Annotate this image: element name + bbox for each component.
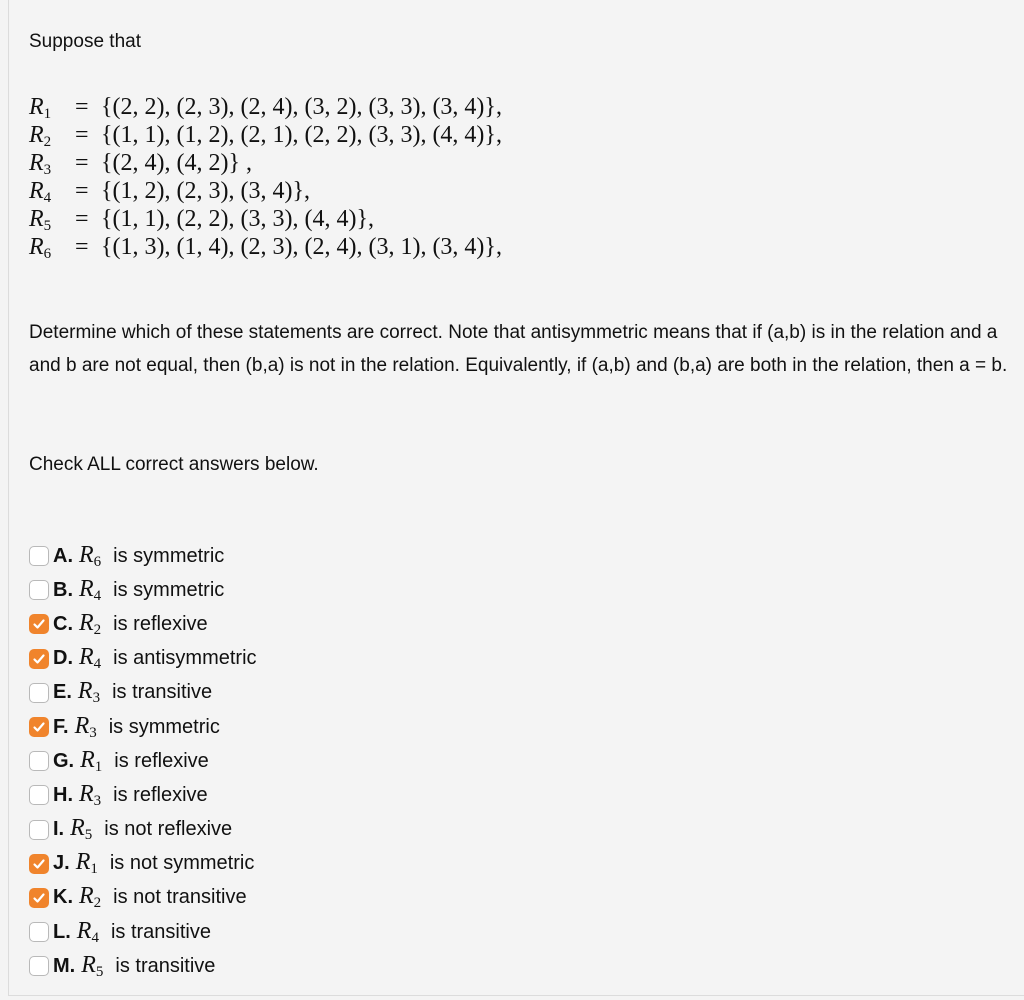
- relation-name: [29, 233, 75, 268]
- relation-subscript: 5: [95, 963, 104, 980]
- option-relation: [76, 849, 98, 878]
- relation-set: {(1, 1), (2, 2), (3, 3), (4, 4)},: [101, 206, 374, 232]
- answer-checkbox[interactable]: [29, 854, 49, 874]
- relation-symbol: R: [76, 917, 92, 944]
- answer-option[interactable]: [29, 847, 257, 881]
- option-letter: I.: [53, 818, 65, 841]
- relation-subscript: 6: [93, 553, 102, 570]
- option-relation: [79, 883, 101, 912]
- relation-set: {(2, 2), (2, 3), (2, 4), (3, 2), (3, 3), (3, 4)},: [101, 94, 502, 120]
- relation-subscript: 4: [43, 190, 52, 206]
- answer-checkbox[interactable]: [29, 649, 49, 669]
- relation-subscript: 3: [92, 690, 101, 707]
- answer-checkbox[interactable]: [29, 785, 49, 805]
- option-text: is transitive: [110, 920, 211, 943]
- answer-checkbox[interactable]: [29, 717, 49, 737]
- problem-description: Determine which of these statements are correct. Note that antisymmetric means that if (a,b) is in the relation and a and b are not equal, then (b,a) is not in the relation. Equivalently, if (a,b) and (b,a) are both in the relation, then a = b.: [29, 322, 1008, 376]
- option-letter: J.: [53, 852, 70, 875]
- option-relation: [77, 918, 99, 947]
- relation-row: [29, 205, 502, 233]
- answer-option[interactable]: [29, 642, 257, 676]
- option-letter: G.: [53, 749, 75, 772]
- option-letter: B.: [53, 578, 73, 601]
- relation-row: [29, 233, 502, 261]
- intro-text: Suppose that: [29, 31, 141, 52]
- relation-symbol: R: [29, 234, 44, 260]
- relation-set: {(1, 3), (1, 4), (2, 3), (2, 4), (3, 1), (3, 4)},: [101, 234, 502, 260]
- relation-subscript: 4: [93, 656, 102, 673]
- option-text: is reflexive: [113, 612, 208, 635]
- relation-symbol: R: [79, 575, 94, 602]
- answer-option[interactable]: [29, 915, 257, 949]
- option-text: is transitive: [112, 681, 213, 704]
- checkmark-icon: [32, 857, 46, 871]
- option-letter: M.: [53, 954, 76, 977]
- relation-subscript: 1: [90, 861, 98, 878]
- relation-symbol: R: [29, 150, 44, 176]
- checkmark-icon: [32, 720, 46, 734]
- option-relation: [79, 781, 101, 810]
- option-relation: [81, 952, 103, 981]
- relation-symbol: R: [79, 541, 94, 568]
- option-text: is antisymmetric: [113, 647, 257, 670]
- relation-subscript: 4: [91, 929, 99, 946]
- relation-symbol: R: [29, 94, 44, 120]
- option-text: is reflexive: [113, 783, 208, 806]
- relation-row: [29, 121, 502, 149]
- checkmark-icon: [32, 617, 46, 631]
- relation-subscript: 2: [43, 134, 52, 150]
- relations-list: [29, 93, 502, 261]
- question-panel: [8, 0, 1024, 996]
- option-letter: K.: [53, 886, 73, 909]
- equals-sign: =: [75, 234, 89, 260]
- option-letter: D.: [53, 647, 73, 670]
- relation-symbol: R: [70, 815, 85, 842]
- option-letter: F.: [53, 715, 69, 738]
- answer-option[interactable]: [29, 881, 257, 915]
- answer-checkbox[interactable]: [29, 751, 49, 771]
- relation-subscript: 2: [93, 895, 102, 912]
- equals-sign: =: [75, 122, 89, 148]
- answer-checkbox[interactable]: [29, 614, 49, 634]
- option-relation: [70, 815, 92, 844]
- answer-checkbox[interactable]: [29, 580, 49, 600]
- relation-row: [29, 177, 502, 205]
- relation-subscript: 4: [93, 587, 102, 604]
- option-letter: L.: [53, 920, 71, 943]
- option-letter: A.: [53, 544, 73, 567]
- relation-subscript: 6: [43, 246, 52, 262]
- option-letter: C.: [53, 612, 73, 635]
- relation-subscript: 5: [84, 827, 93, 844]
- relation-set: {(1, 1), (1, 2), (2, 1), (2, 2), (3, 3), (4, 4)},: [101, 122, 502, 148]
- answer-checkbox[interactable]: [29, 683, 49, 703]
- relation-subscript: 1: [94, 758, 103, 775]
- relation-symbol: R: [79, 609, 94, 636]
- option-relation: [75, 713, 97, 742]
- relation-subscript: 3: [43, 162, 52, 178]
- option-relation: [79, 610, 101, 639]
- equals-sign: =: [75, 150, 89, 176]
- answer-checkbox[interactable]: [29, 820, 49, 840]
- option-text: is not reflexive: [104, 818, 233, 841]
- option-text: is not transitive: [113, 886, 247, 909]
- relation-subscript: 3: [89, 724, 97, 741]
- checkmark-icon: [32, 891, 46, 905]
- option-text: is transitive: [115, 954, 216, 977]
- answer-option[interactable]: [29, 607, 257, 641]
- relation-subscript: 1: [43, 106, 52, 122]
- option-relation: [79, 644, 101, 673]
- answer-checkbox[interactable]: [29, 888, 49, 908]
- relation-symbol: R: [77, 678, 93, 705]
- answer-option[interactable]: [29, 778, 257, 812]
- option-text: is reflexive: [114, 749, 209, 772]
- answer-option[interactable]: [29, 539, 257, 573]
- relation-symbol: R: [80, 746, 95, 773]
- relation-set: {(1, 2), (2, 3), (3, 4)},: [101, 178, 310, 204]
- option-relation: [79, 576, 101, 605]
- option-text: is symmetric: [113, 578, 225, 601]
- relation-symbol: R: [81, 951, 96, 978]
- relation-subscript: 3: [93, 792, 102, 809]
- option-relation: [79, 542, 101, 571]
- relation-symbol: R: [29, 122, 44, 148]
- answer-option[interactable]: [29, 744, 257, 778]
- equals-sign: =: [75, 94, 89, 120]
- option-relation: [80, 747, 102, 776]
- relation-subscript: 2: [93, 621, 102, 638]
- answer-option[interactable]: [29, 949, 257, 983]
- relation-symbol: R: [79, 883, 94, 910]
- relation-symbol: R: [75, 849, 91, 876]
- option-letter: E.: [53, 681, 72, 704]
- relation-symbol: R: [79, 780, 94, 807]
- answer-option[interactable]: [29, 813, 257, 847]
- relation-symbol: R: [29, 178, 44, 204]
- option-text: is symmetric: [113, 544, 225, 567]
- relation-symbol: R: [79, 644, 94, 671]
- relation-row: [29, 93, 502, 121]
- relation-set: {(2, 4), (4, 2)} ,: [101, 150, 253, 176]
- answer-option[interactable]: [29, 676, 257, 710]
- equals-sign: =: [75, 206, 89, 232]
- option-relation: [78, 678, 100, 707]
- relation-symbol: R: [29, 206, 44, 232]
- equals-sign: =: [75, 178, 89, 204]
- option-text: is symmetric: [108, 715, 220, 738]
- answer-checkbox[interactable]: [29, 956, 49, 976]
- answer-checkbox[interactable]: [29, 546, 49, 566]
- answer-checkbox[interactable]: [29, 922, 49, 942]
- option-text: is not symmetric: [109, 852, 255, 875]
- checkmark-icon: [32, 652, 46, 666]
- instruction-text: Check ALL correct answers below.: [29, 454, 319, 475]
- relation-subscript: 5: [43, 218, 52, 234]
- answer-options: [29, 539, 257, 983]
- relation-row: [29, 149, 502, 177]
- answer-option[interactable]: [29, 710, 257, 744]
- relation-symbol: R: [74, 712, 90, 739]
- option-letter: H.: [53, 783, 73, 806]
- answer-option[interactable]: [29, 573, 257, 607]
